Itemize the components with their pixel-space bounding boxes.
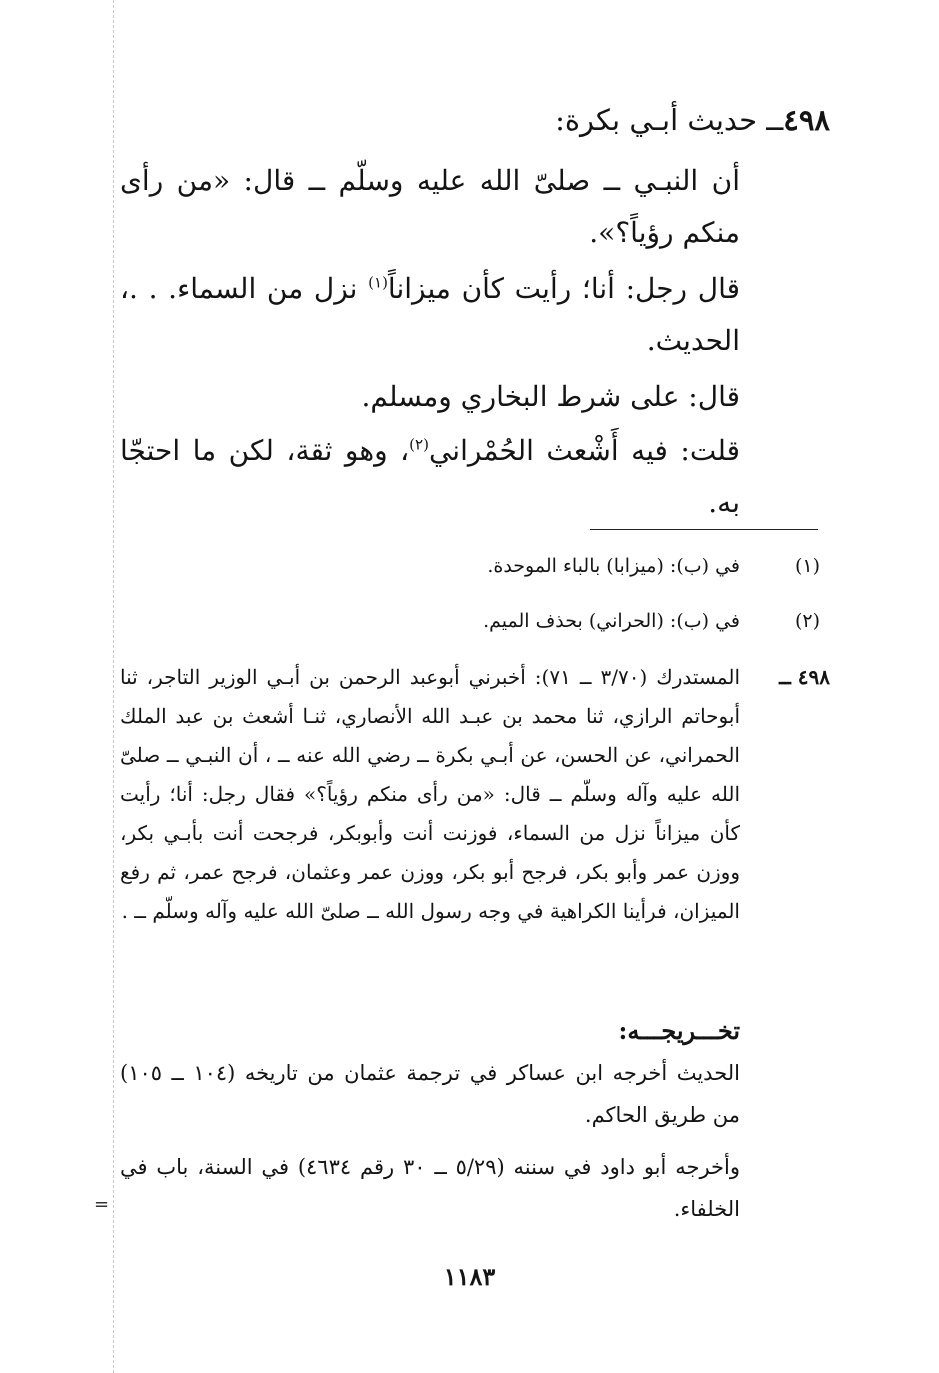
footnote-separator — [590, 529, 818, 530]
source-note-text: المستدرك (٣/٧٠ ــ ٧١): أخبرني أبوعبد الرحمن بن أبـي الوزير التاجر، ثنا أبوحاتم الرازي، ثنا محمد بن عبـد الله الأنصاري، ثنـا أشعث بن عبد الملك الحمراني، عن الحسن، عن أبـي بكرة ــ رضي الله عنه ــ ، أن النبـي ــ صلىّ الله عليه وآله وسلّم ــ قال: «من رأى منكم رؤياً؟» فقال رجل: أنا؛ رأيت كأن ميزاناً نزل من السماء، فوزنت أنت وأبوبكر، فرجحت أنت بأبـي بكر، ووزن عمر وأبو بكر، فرجح أبو بكر، ووزن عمر وعثمان، فرجح عمر، ثم رفع الميزان، فرأينا الكراهية في وجه رسول الله ــ صلىّ الله عليه وآله وسلّم ــ . — [120, 665, 741, 923]
hadith-paragraph-2-text: قال رجل: أنا؛ رأيت كأن ميزاناً — [387, 272, 740, 305]
binding-margin-line — [113, 0, 114, 1373]
hadith-paragraph-3: قال: على شرط البخاري ومسلم. — [361, 380, 740, 413]
footnote-2-text: في (ب): (الحراني) بحذف الميم. — [483, 610, 740, 632]
footnote-1-text: في (ب): (ميزابا) بالباء الموحدة. — [487, 555, 740, 577]
hadith-paragraph-4-text: قلت: فيه أَشْعث الحُمْراني — [428, 434, 740, 467]
takhrij-heading: تخـــريجـــه: — [618, 1016, 740, 1045]
hadith-paragraph-2 — [120, 263, 740, 367]
hadith-title: ــ حديث أبـي بكرة: — [555, 103, 784, 137]
takhrij-paragraph-2: وأخرجه أبو داود في سننه (٥/٢٩ ــ ٣٠ رقم ٤٦٣٤) في السنة، باب في الخلفاء. — [120, 1155, 740, 1221]
source-note-number: ٤٩٨ ــ — [779, 665, 830, 689]
footnote-1-number: (١) — [794, 555, 820, 577]
footnote-ref-1[interactable]: (١) — [368, 273, 388, 292]
hadith-paragraph-2-rest: نزل من السماء. . .، الحديث. — [120, 272, 740, 357]
document-page — [120, 0, 830, 1373]
hadith-number: ٤٩٨ — [783, 103, 830, 137]
hadith-heading — [120, 98, 830, 142]
hadith-paragraph-1: أن النبـي ــ صلىّ الله عليه وسلّم ــ قال: «من رأى منكم رؤياً؟». — [120, 164, 740, 249]
hadith-paragraph-4-rest: ، وهو ثقة، لكن ما احتجّا به. — [120, 434, 740, 519]
gutter-mark: = — [94, 1194, 110, 1215]
footnote-2-number: (٢) — [794, 610, 820, 632]
hadith-paragraph-4 — [120, 425, 740, 529]
footnote-ref-2[interactable]: (٢) — [409, 435, 429, 454]
takhrij-paragraph-1: الحديث أخرجه ابن عساكر في ترجمة عثمان من تاريخه (١٠٤ ــ ١٠٥) من طريق الحاكم. — [120, 1061, 740, 1127]
page-number: ١١٨٣ — [443, 1262, 496, 1291]
